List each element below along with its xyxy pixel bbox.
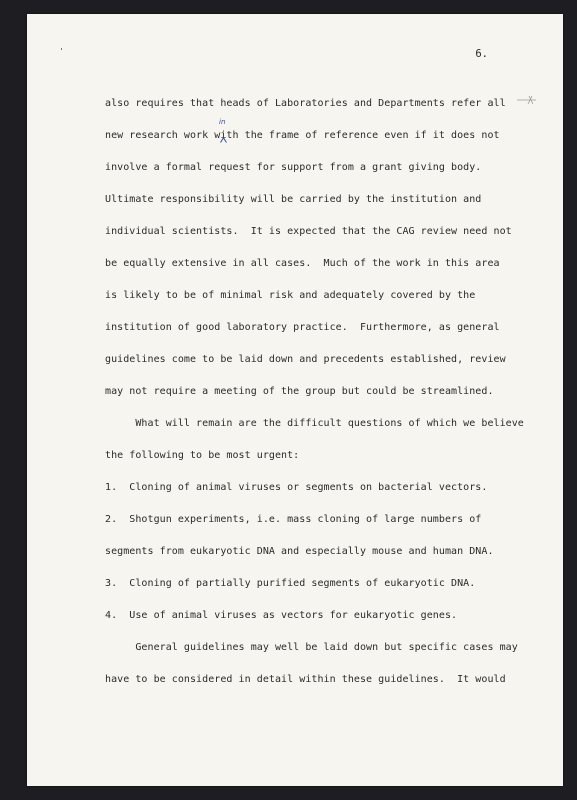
text-line-2: new research work with the frame of reference even if it does not [105, 130, 500, 141]
text-line-5: individual scientists. It is expected that the CAG review need not [105, 226, 512, 237]
list-item-3: 3. Cloning of partially purified segments of eukaryotic DNA. [105, 578, 476, 589]
list-item-2-continued: segments from eukaryotic DNA and especially mouse and human DNA. [105, 546, 494, 557]
handwritten-insertion: in [219, 118, 226, 126]
text-line-7: is likely to be of minimal risk and adequately covered by the [105, 290, 476, 301]
text-line-4: Ultimate responsibility will be carried by the institution and [105, 194, 482, 205]
page-number: 6. [475, 48, 488, 60]
text-line-9: guidelines come to be laid down and precedents established, review [105, 354, 506, 365]
text-line-19: have to be considered in detail within these guidelines. It would [105, 674, 506, 685]
text-line-3: involve a formal request for support from a grant giving body. [105, 162, 482, 173]
paper-speck [61, 48, 62, 50]
text-line-11: What will remain are the difficult questions of which we believe [105, 418, 524, 429]
text-line-10: may not require a meeting of the group but could be streamlined. [105, 386, 494, 397]
text-line-6: be equally extensive in all cases. Much of the work in this area [105, 258, 500, 269]
insertion-caret-icon [220, 137, 227, 143]
list-item-1: 1. Cloning of animal viruses or segments on bacterial vectors. [105, 482, 488, 493]
text-line-18: General guidelines may well be laid down but specific cases may [105, 642, 518, 653]
text-line-1: also requires that heads of Laboratories and Departments refer all [105, 98, 506, 109]
list-item-4: 4. Use of animal viruses as vectors for eukaryotic genes. [105, 610, 458, 621]
text-line-12: the following to be most urgent: [105, 450, 300, 461]
margin-pencil-mark [516, 94, 538, 106]
text-line-8: institution of good laboratory practice. Furthermore, as general [105, 322, 500, 333]
list-item-2: 2. Shotgun experiments, i.e. mass cloning of large numbers of [105, 514, 482, 525]
document-page [27, 14, 563, 786]
